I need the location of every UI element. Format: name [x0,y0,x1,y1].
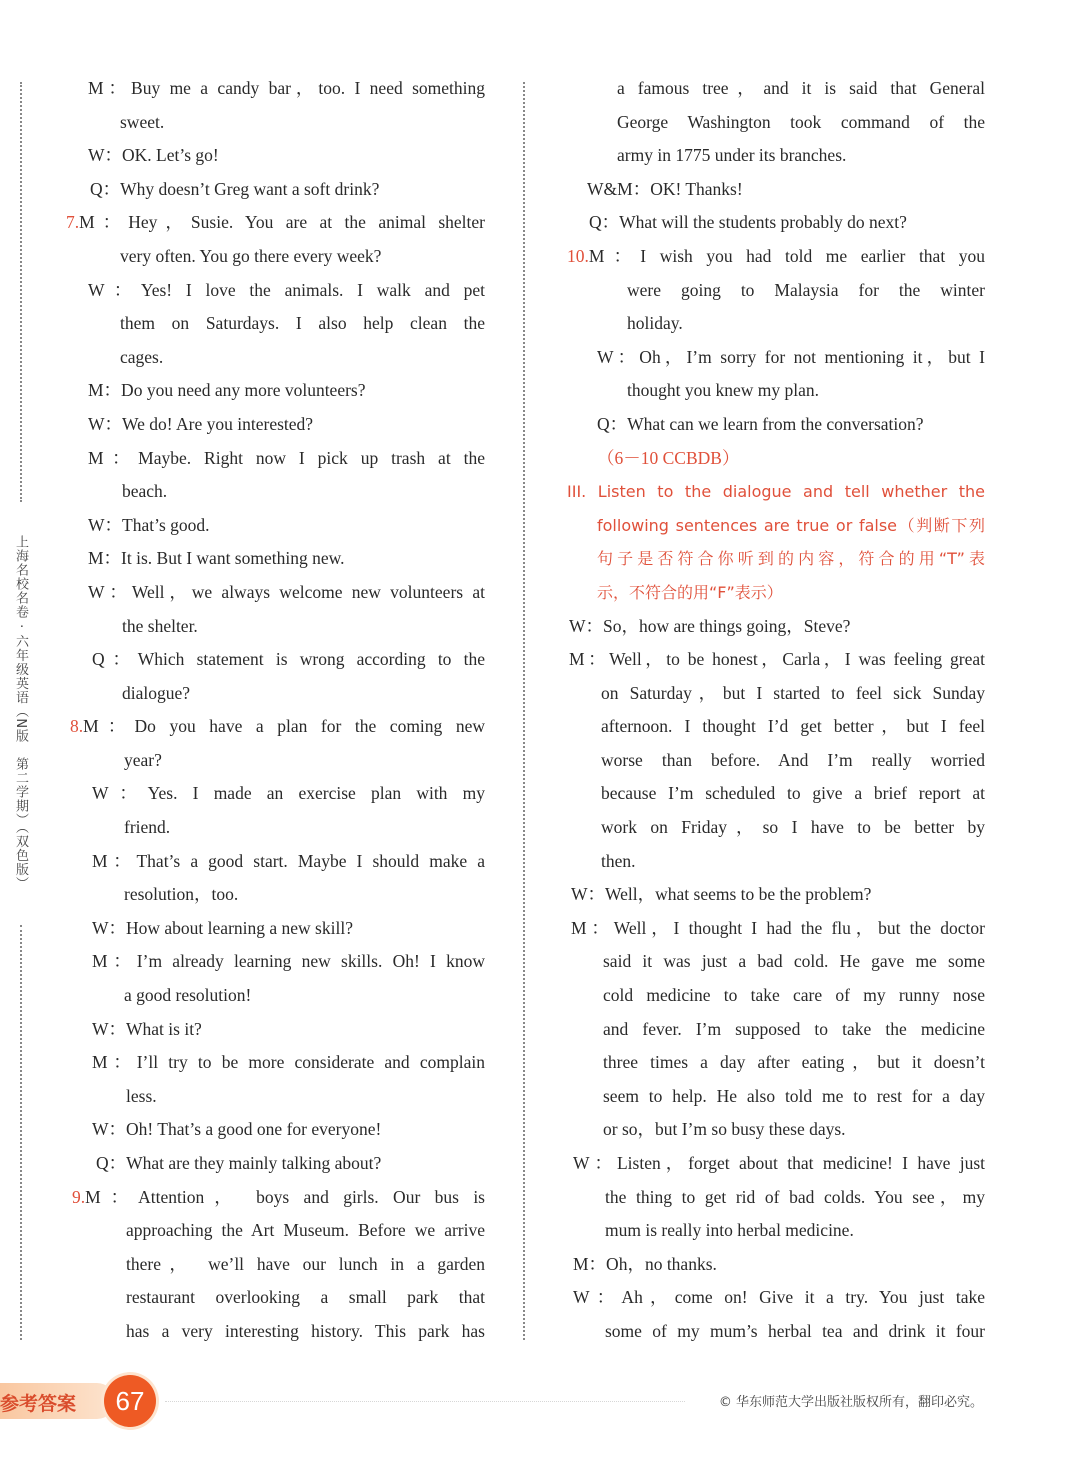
dialogue-line [565,576,985,610]
dialogue-text: M：Do you have a plan for the coming new [83,716,485,737]
dialogue-line [565,341,985,375]
dialogue-text: W：Yes. I made an exercise plan with my [92,783,485,804]
dialogue-line [60,1214,485,1248]
dialogue-text: a famous tree，and it is said that General [617,78,985,98]
dialogue-line [565,106,985,140]
dialogue-line [60,710,485,744]
dialogue-line [565,72,985,106]
dialogue-text: following sentences are true or false（判断下列 [597,515,985,535]
dialogue-text: M：Attention， boys and girls. Our bus is [85,1186,485,1207]
dialogue-line [565,206,985,240]
dialogue-line [565,1147,985,1181]
dialogue-line [60,1281,485,1315]
dialogue-text: and fever. I’m supposed to take the medicine [603,1018,985,1039]
dialogue-text: them on Saturdays. I also help clean the [120,313,485,334]
dialogue-text: W：What is it? [92,1018,202,1039]
dialogue-line [565,945,985,979]
dialogue-text: M：It is. But I want something new. [88,548,345,569]
dialogue-text: dialogue? [122,682,191,703]
dialogue-line [60,1181,485,1215]
dialogue-line [565,1214,985,1248]
dialogue-line [60,139,485,173]
dialogue-line [60,1046,485,1080]
dialogue-line [565,1315,985,1349]
page-footer [0,1372,1071,1432]
dialogue-text: M：Oh，no thanks. [573,1253,717,1274]
dialogue-text: W：OK. Let’s go! [88,145,219,166]
dialogue-line [60,475,485,509]
dialogue-line [60,677,485,711]
margin-dotted-line-bottom [20,925,22,1340]
dialogue-line [565,744,985,778]
dialogue-line [60,845,485,879]
dialogue-line [565,710,985,744]
dialogue-line [60,912,485,946]
dialogue-line [565,811,985,845]
dialogue-line [60,106,485,140]
dialogue-line [565,643,985,677]
dialogue-line [60,1080,485,1114]
dialogue-line [565,1181,985,1215]
dialogue-text: W&M：OK! Thanks! [587,178,743,199]
dialogue-text: 句子是否符合你听到的内容，符合的用“T”表 [597,549,985,569]
dialogue-text: resolution，too. [124,884,239,905]
dialogue-text: very often. You go there every week? [120,245,382,266]
dialogue-text: M：Maybe. Right now I pick up trash at the [88,447,485,468]
dialogue-line [60,1248,485,1282]
column-divider [523,82,525,1340]
dialogue-line [60,240,485,274]
dialogue-text: approaching the Art Museum. Before we arrive [126,1220,485,1241]
dialogue-text: then. [601,850,636,871]
dialogue-line [60,945,485,979]
dialogue-text: said it was just a bad cold. He gave me some [603,951,985,972]
dialogue-text: army in 1775 under its branches. [617,145,847,166]
dialogue-text: seem to help. He also told me to rest for a day [603,1085,985,1106]
dialogue-line [565,1281,985,1315]
dialogue-text: W：Well，what seems to be the problem? [571,884,872,905]
dialogue-line [60,744,485,778]
book-side-title: 上海名校名卷 · 六年级英语（N版 第二学期）（双色版） [13,535,28,891]
dialogue-text: M：That’s a good start. Maybe I should make a [92,850,485,871]
page-number: 67 [104,1375,156,1427]
dialogue-text: cages. [120,346,164,367]
dialogue-line [60,1315,485,1349]
dialogue-line [60,307,485,341]
dialogue-line [565,979,985,1013]
dialogue-text: M：I wish you had told me earlier that you [588,245,985,266]
dialogue-text: Q：What will the students probably do next? [589,212,907,233]
dialogue-line [60,442,485,476]
dialogue-text: restaurant overlooking a small park that [126,1287,485,1308]
dialogue-line [565,1046,985,1080]
dialogue-line [565,475,985,509]
dialogue-line [565,542,985,576]
dialogue-text: W：Ah，come on! Give it a try. You just take [573,1287,985,1308]
dialogue-line [60,542,485,576]
dialogue-line [565,610,985,644]
dialogue-text: worse than before. And I’m really worried [601,749,985,770]
left-column [60,72,485,1349]
dialogue-line [60,173,485,207]
dialogue-text: some of my mum’s herbal tea and drink it four [605,1320,985,1341]
dialogue-text: Q：What are they mainly talking about? [96,1153,382,1173]
dialogue-line [60,576,485,610]
dialogue-text: on Saturday，but I started to feel sick Sunday [601,682,985,703]
dialogue-line [565,777,985,811]
dialogue-line [60,72,485,106]
question-number: 8. [70,716,84,737]
dialogue-text: W：Oh，I’m sorry for not mentioning it，but I [597,346,985,367]
dialogue-line [565,509,985,543]
dialogue-text: W：We do! Are you interested? [88,413,314,434]
dialogue-text: sweet. [120,111,165,132]
dialogue-line [565,845,985,879]
dialogue-text: W：That’s good. [88,514,210,535]
dialogue-text: 示，不符合的用“F”表示） [597,582,783,602]
question-number: 7. [66,212,80,233]
dialogue-text: three times a day after eating，but it doesn’t [603,1052,985,1073]
dialogue-line [565,1248,985,1282]
dialogue-text: mum is really into herbal medicine. [605,1220,854,1241]
dialogue-line [565,408,985,442]
dialogue-line [565,240,985,274]
dialogue-line [60,777,485,811]
dialogue-text: W：So，how are things going，Steve? [569,615,851,636]
dialogue-line [565,139,985,173]
dialogue-line [565,374,985,408]
dialogue-text: Q：What can we learn from the conversation? [597,413,924,434]
dialogue-line [565,1113,985,1147]
dialogue-line [565,1080,985,1114]
dialogue-text: there， we’ll have our lunch in a garden [126,1253,485,1274]
dialogue-text: M：Buy me a candy bar，too. I need something [88,78,485,98]
question-number: 9. [72,1186,86,1207]
dialogue-line [565,912,985,946]
dialogue-line [60,878,485,912]
dialogue-line [60,408,485,442]
dialogue-text: the thing to get rid of bad colds. You see，my [605,1186,985,1207]
dialogue-text: because I’m scheduled to give a brief report at [601,783,985,804]
dialogue-line [565,307,985,341]
dialogue-text: （6－10 CCBDB） [597,447,740,468]
dialogue-text: M：I’ll try to be more considerate and complain [92,1052,485,1073]
dialogue-line [60,374,485,408]
dialogue-text: M：I’m already learning new skills. Oh! I know [92,951,485,972]
dialogue-text: W：Oh! That’s a good one for everyone! [92,1119,382,1140]
dialogue-text: Q：Which statement is wrong according to the [92,649,485,670]
dialogue-line [60,610,485,644]
dialogue-line [60,1013,485,1047]
dialogue-line [60,274,485,308]
dialogue-line [60,341,485,375]
footer-rule [165,1401,685,1402]
dialogue-text: W：How about learning a new skill? [92,917,353,938]
dialogue-line [60,643,485,677]
dialogue-text: work on Friday，so I have to be better by [601,817,985,838]
answer-badge-label: 参考答案 [0,1393,77,1415]
dialogue-text: the shelter. [122,615,198,636]
dialogue-text: M：Hey，Susie. You are at the animal shelter [79,212,485,233]
dialogue-line [60,979,485,1013]
dialogue-text: thought you knew my plan. [627,380,819,401]
dialogue-line [60,1147,485,1181]
dialogue-text: W：Well，we always welcome new volunteers at [88,581,485,602]
question-number: 10. [567,245,589,266]
dialogue-line [565,442,985,476]
dialogue-text: cold medicine to take care of my runny nose [603,985,985,1006]
dialogue-text: M：Well，to be honest，Carla，I was feeling great [569,649,985,670]
dialogue-line [565,173,985,207]
dialogue-text: Q：Why doesn’t Greg want a soft drink? [90,178,380,199]
dialogue-text: year? [124,749,162,770]
dialogue-text: or so，but I’m so busy these days. [603,1119,846,1140]
dialogue-text: W：Yes! I love the animals. I walk and pet [88,279,485,300]
dialogue-text: were going to Malaysia for the winter [627,279,985,300]
dialogue-text: holiday. [627,313,683,334]
margin-dotted-line-top [20,82,22,502]
dialogue-line [565,1013,985,1047]
dialogue-line [60,509,485,543]
dialogue-text: less. [126,1085,157,1106]
dialogue-text: III. Listen to the dialogue and tell whether the [567,482,985,502]
dialogue-text: M：Well，I thought I had the flu，but the doctor [571,917,985,938]
dialogue-text: George Washington took command of the [617,111,985,132]
copyright-notice: © 华东师范大学出版社版权所有，翻印必究。 [718,1395,983,1410]
dialogue-text: M：Do you need any more volunteers? [88,380,366,401]
dialogue-text: W：Listen，forget about that medicine! I have just [573,1153,985,1173]
dialogue-text: afternoon. I thought I’d get better，but I feel [601,716,985,737]
dialogue-text: a good resolution! [124,985,252,1006]
dialogue-text: beach. [122,481,168,502]
dialogue-line [60,811,485,845]
dialogue-line [565,677,985,711]
dialogue-text: has a very interesting history. This park has [126,1320,485,1341]
right-column [565,72,985,1349]
dialogue-line [565,274,985,308]
dialogue-line [60,1113,485,1147]
dialogue-text: friend. [124,817,171,838]
dialogue-line [565,878,985,912]
dialogue-line [60,206,485,240]
